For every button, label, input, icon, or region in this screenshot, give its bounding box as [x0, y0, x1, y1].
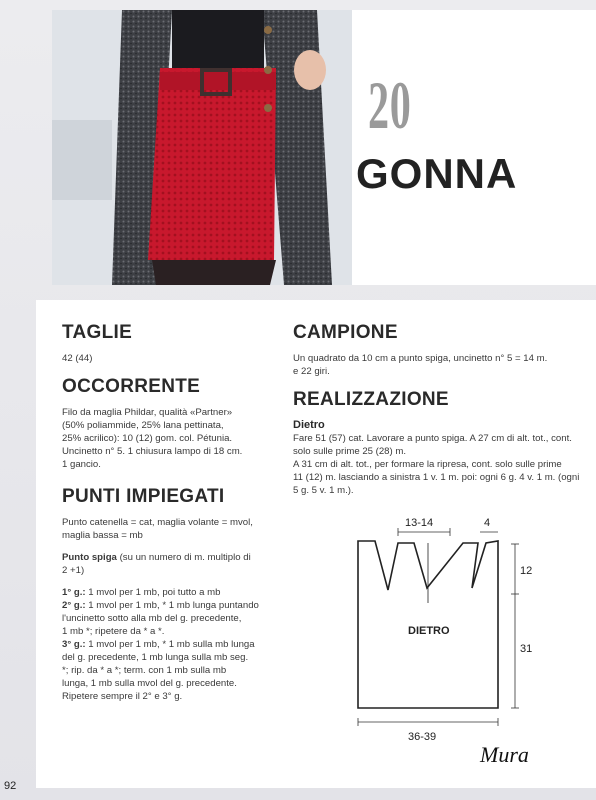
g3-line: Ripetere sempre il 2° e 3° g. — [62, 691, 183, 702]
occorrente-line: Uncinetto n° 5. 1 chiusura lampo di 18 cm. — [62, 446, 243, 457]
campione-heading: CAMPIONE — [293, 322, 398, 343]
taglie-section — [62, 322, 132, 365]
g2-line: 1 mb *; ripetere da * a *. — [62, 626, 165, 637]
pattern-title: GONNA — [356, 150, 518, 197]
g3-line: *; rip. da * a *; term. con 1 mb sulla mb — [62, 665, 227, 676]
g2-line: l'uncinetto sotto alla mb del g. precedente, — [62, 613, 242, 624]
label-dart: 12 — [520, 565, 533, 577]
realizzazione-line: solo sulle prime 25 (28) m. — [293, 446, 407, 457]
label-bottom: 36-39 — [408, 731, 437, 743]
campione-line: Un quadrato da 10 cm a punto spiga, uncinetto n° 5 = 14 m. — [293, 353, 548, 364]
realizzazione-line: Fare 51 (57) cat. Lavorare a punto spiga. A 27 cm di alt. tot., cont. — [293, 433, 572, 444]
occorrente-line: Filo da maglia Phildar, qualità «Partner» — [62, 407, 233, 418]
taglie-heading: TAGLIE — [62, 322, 133, 343]
skirt-photo — [52, 10, 352, 285]
realizzazione-section — [293, 389, 589, 497]
realizzazione-line: 11 (12) m. lasciando a sinistra 1 v. 1 m. poi: ogni 6 g. 4 v. 1 m. (ogni — [293, 472, 580, 483]
campione-section — [293, 322, 583, 378]
g3-text: 1 mvol per 1 mb, * 1 mb sulla mb lunga — [85, 639, 255, 650]
punti-abbr-line: Punto catenella = cat, maglia volante = mvol, — [62, 517, 253, 528]
title-box — [352, 10, 596, 285]
punti-abbr-line: maglia bassa = mb — [62, 530, 143, 541]
realizzazione-line: 5 g. 5 v. 1 m.). — [293, 485, 354, 496]
g3-line: del g. precedente, 1 mb lunga sulla mb seg. — [62, 652, 249, 663]
g3-label: 3° g.: — [62, 639, 86, 650]
label-dietro: DIETRO — [408, 625, 450, 637]
g1-label: 1° g.: — [62, 587, 86, 598]
occorrente-line: (50% poliammide, 25% lana pettinata, — [62, 420, 224, 431]
taglie-value: 42 (44) — [62, 353, 93, 364]
punti-heading: PUNTI IMPIEGATI — [62, 486, 225, 507]
g2-label: 2° g.: — [62, 600, 86, 611]
g1-text: 1 mvol per 1 mb, poi tutto a mb — [85, 587, 221, 598]
pattern-number: 20 — [368, 67, 412, 143]
realizzazione-line: A 31 cm di alt. tot., per formare la ripresa, cont. solo sulle prime — [293, 459, 562, 470]
g3-line: lunga, 1 mb sulla mvol del g. precedente. — [62, 678, 237, 689]
occorrente-section — [62, 376, 292, 471]
signature: Mura — [480, 742, 529, 767]
occorrente-heading: OCCORRENTE — [62, 376, 201, 397]
occorrente-line: 25% acrilico): 10 (12) gom. col. Pétunia. — [62, 433, 233, 444]
g2-text: 1 mvol per 1 mb, * 1 mb lunga puntando — [85, 600, 259, 611]
label-side-top: 4 — [484, 517, 491, 529]
campione-line: e 22 giri. — [293, 366, 330, 377]
spiga-title: Punto spiga — [62, 552, 117, 563]
dietro-subheading: Dietro — [293, 419, 325, 431]
schema-diagram — [340, 512, 540, 744]
label-height: 31 — [520, 643, 533, 655]
page-number: 92 — [4, 780, 17, 792]
punti-section — [62, 486, 294, 703]
spiga-desc-2: 2 +1) — [62, 565, 85, 576]
realizzazione-heading: REALIZZAZIONE — [293, 389, 449, 410]
spiga-desc: (su un numero di m. multiplo di — [116, 552, 251, 563]
occorrente-line: 1 gancio. — [62, 459, 101, 470]
label-top-width: 13-14 — [405, 517, 434, 529]
